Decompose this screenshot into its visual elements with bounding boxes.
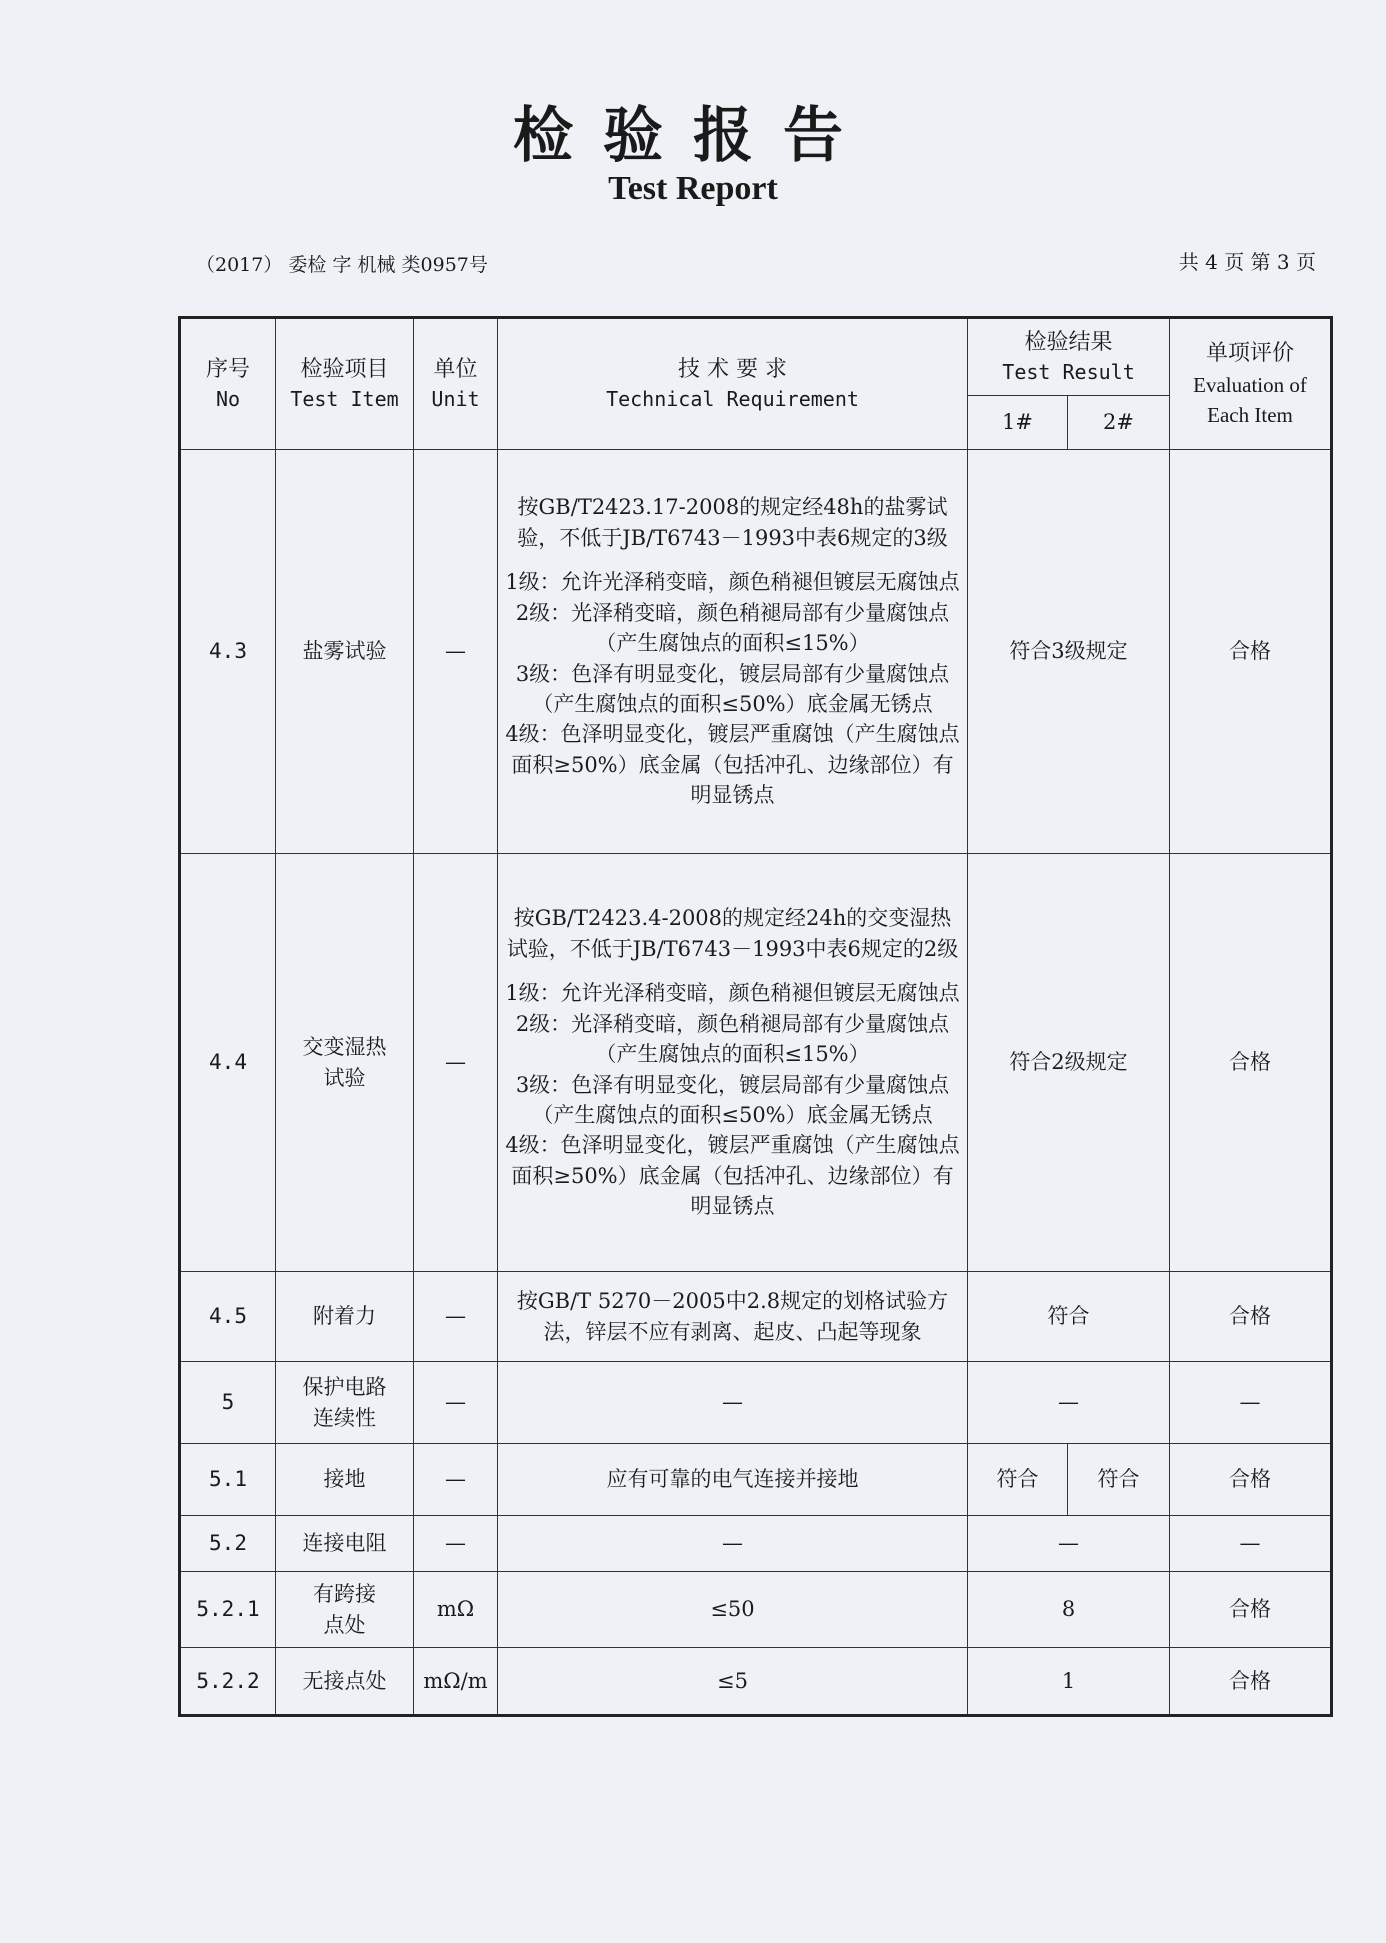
row-unit: — <box>414 450 498 854</box>
table-row <box>180 1572 1332 1648</box>
header-sample-2: 2# <box>1068 396 1170 450</box>
test-report-table <box>178 316 1333 1717</box>
row-no: 5.2.2 <box>180 1648 276 1716</box>
row-evaluation: 合格 <box>1170 854 1332 1272</box>
row-requirement: — <box>498 1362 968 1444</box>
header-requirement: 技 术 要 求 Technical Requirement <box>498 318 968 450</box>
row-item: 有跨接 点处 <box>276 1572 414 1648</box>
header-evaluation: 单项评价 Evaluation of Each Item <box>1170 318 1332 450</box>
row-item: 附着力 <box>276 1272 414 1362</box>
page-info: 共 4 页 第 3 页 <box>1178 250 1316 274</box>
row-unit: — <box>414 1444 498 1516</box>
title-cn: 检验报告 <box>513 101 873 171</box>
row-requirement: 按GB/T2423.4-2008的规定经24h的交变湿热试验，不低于JB/T6743－1993中表6规定的2级 1级：允许光泽稍变暗，颜色稍褪但镀层无腐蚀点 2级：光泽稍变暗，颜色稍褪局部有少量腐蚀点（产生腐蚀点的面积≤15%） 3级：色泽有明显变化，镀层局部有少量腐蚀点（产生腐蚀点的面积≤50%）底金属无锈点 4级：色泽明显变化，镀层严重腐蚀（产生腐蚀点面积≥50%）底金属（包括冲孔、边缘部位）有明显锈点 <box>498 854 968 1272</box>
row-unit: — <box>414 1272 498 1362</box>
row-evaluation: — <box>1170 1362 1332 1444</box>
table-row <box>180 1272 1332 1362</box>
table-row <box>180 1444 1332 1516</box>
row-no: 4.5 <box>180 1272 276 1362</box>
row-result-2: 符合 <box>1068 1444 1170 1516</box>
row-item: 无接点处 <box>276 1648 414 1716</box>
row-result: 符合3级规定 <box>968 450 1170 854</box>
row-no: 5 <box>180 1362 276 1444</box>
row-no: 4.4 <box>180 854 276 1272</box>
row-evaluation: — <box>1170 1516 1332 1572</box>
table-row <box>180 1648 1332 1716</box>
row-unit: — <box>414 1516 498 1572</box>
row-evaluation: 合格 <box>1170 450 1332 854</box>
row-no: 5.2 <box>180 1516 276 1572</box>
row-no: 5.1 <box>180 1444 276 1516</box>
row-result: 1 <box>968 1648 1170 1716</box>
header-no: 序号 No <box>180 318 276 450</box>
row-requirement: — <box>498 1516 968 1572</box>
row-result: — <box>968 1362 1170 1444</box>
header-test-item: 检验项目 Test Item <box>276 318 414 450</box>
row-result-1: 符合 <box>968 1444 1068 1516</box>
row-unit: — <box>414 854 498 1272</box>
row-item: 交变湿热 试验 <box>276 854 414 1272</box>
row-item: 连接电阻 <box>276 1516 414 1572</box>
row-evaluation: 合格 <box>1170 1572 1332 1648</box>
table-row <box>180 1362 1332 1444</box>
row-unit: mΩ/m <box>414 1648 498 1716</box>
row-result: — <box>968 1516 1170 1572</box>
row-item: 盐雾试验 <box>276 450 414 854</box>
row-evaluation: 合格 <box>1170 1648 1332 1716</box>
row-unit: mΩ <box>414 1572 498 1648</box>
row-evaluation: 合格 <box>1170 1444 1332 1516</box>
row-no: 5.2.1 <box>180 1572 276 1648</box>
row-requirement: 按GB/T2423.17-2008的规定经48h的盐雾试验，不低于JB/T6743－1993中表6规定的3级 1级：允许光泽稍变暗，颜色稍褪但镀层无腐蚀点 2级：光泽稍变暗，颜色稍褪局部有少量腐蚀点（产生腐蚀点的面积≤15%） 3级：色泽有明显变化，镀层局部有少量腐蚀点（产生腐蚀点的面积≤50%）底金属无锈点 4级：色泽明显变化，镀层严重腐蚀（产生腐蚀点面积≥50%）底金属（包括冲孔、边缘部位）有明显锈点 <box>498 450 968 854</box>
row-requirement: 按GB/T 5270－2005中2.8规定的划格试验方法，锌层不应有剥离、起皮、凸起等现象 <box>498 1272 968 1362</box>
title-en: Test Report <box>608 170 778 207</box>
header-test-result: 检验结果 Test Result <box>968 318 1170 396</box>
row-requirement: ≤5 <box>498 1648 968 1716</box>
row-no: 4.3 <box>180 450 276 854</box>
table-row <box>180 450 1332 854</box>
header-sample-1: 1# <box>968 396 1068 450</box>
row-result: 符合 <box>968 1272 1170 1362</box>
row-requirement: ≤50 <box>498 1572 968 1648</box>
row-unit: — <box>414 1362 498 1444</box>
row-item: 保护电路 连续性 <box>276 1362 414 1444</box>
row-result: 8 <box>968 1572 1170 1648</box>
report-number: （2017） 委检 字 机械 类0957号 <box>196 254 488 276</box>
row-evaluation: 合格 <box>1170 1272 1332 1362</box>
row-result: 符合2级规定 <box>968 854 1170 1272</box>
row-item: 接地 <box>276 1444 414 1516</box>
header-unit: 单位 Unit <box>414 318 498 450</box>
row-requirement: 应有可靠的电气连接并接地 <box>498 1444 968 1516</box>
table-row <box>180 854 1332 1272</box>
table-row <box>180 1516 1332 1572</box>
